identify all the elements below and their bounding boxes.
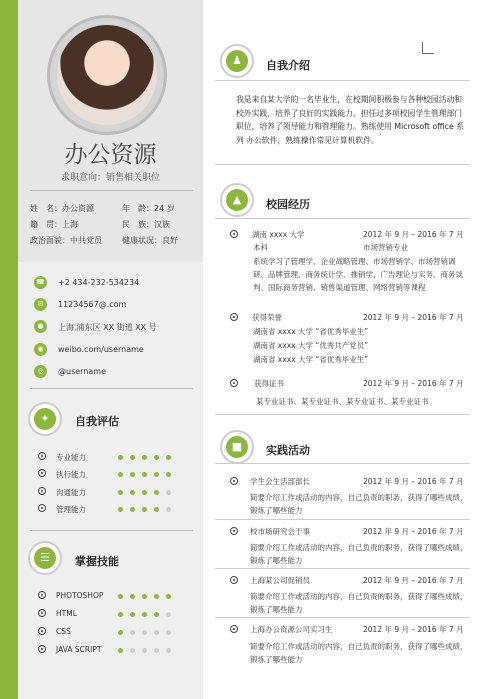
rating-dot (118, 594, 123, 599)
self-eval-item (38, 451, 188, 463)
rating-dot (130, 507, 135, 512)
honors-title: 获得荣誉 (252, 313, 282, 322)
rating-dot (154, 472, 159, 477)
practice-item-desc: 简要介绍工作或活动的内容，自己负责的职务，获得了哪些成绩，锻炼了哪些能力 (250, 543, 468, 565)
info-political: 政治面貌：中共党员 (30, 236, 102, 245)
info-name: 姓 名：办公资源 (30, 204, 94, 213)
rating-dot (166, 507, 171, 512)
radio-bullet (38, 645, 46, 653)
practice-item-desc: 简要介绍工作或活动的内容，自己负责的职务，获得了哪些成绩，锻炼了哪些能力 (250, 592, 468, 614)
rating-dots (118, 505, 178, 514)
contact-phone (34, 276, 194, 294)
profile-photo (47, 15, 167, 135)
location-icon: ● (34, 320, 47, 333)
rating-dot (166, 630, 171, 635)
info-age: 年 龄：24 岁 (122, 204, 175, 213)
rating-dot (118, 455, 123, 460)
honor-item: 湖南省 xxxx 大学 “优秀共产党员” (253, 341, 369, 350)
info-hometown: 籍 贯：上海 (30, 220, 78, 229)
skill-label: HTML (56, 609, 77, 618)
wechat-text: @username (58, 367, 106, 376)
rating-dot (142, 648, 147, 653)
rating-dot (166, 648, 171, 653)
divider (215, 519, 470, 520)
self-eval-item (38, 503, 188, 515)
self-eval-label: 执行能力 (56, 470, 86, 479)
rating-dot (154, 594, 159, 599)
rating-dot (154, 648, 159, 653)
info-health: 健康状况：良好 (122, 236, 178, 245)
radio-bullet (38, 487, 46, 495)
rating-dot (130, 630, 135, 635)
practice-item-date: 2012 年 9 月 – 2016 年 7 月 (363, 477, 464, 486)
contact-wechat (34, 365, 194, 383)
skill-item (38, 590, 188, 602)
weibo-icon: ◉ (34, 343, 47, 356)
rating-dot (142, 594, 147, 599)
rating-dot (130, 472, 135, 477)
radio-bullet (230, 379, 238, 387)
accent-bar (0, 0, 18, 699)
intro-text: 我是来自某大学的一名毕业生，在校期间积极参与各种校园活动和校外实践，培养了良好的实践能力。担任过多项校园学生管理部门职位，培养了领导能力和管理能力。熟练使用 Microsoft office 系列 办公软件，熟练操作常见计算机软件。 (236, 95, 465, 145)
rating-dots (118, 592, 178, 601)
radio-bullet (38, 627, 46, 635)
divider (215, 80, 470, 81)
person-icon: ♟ (226, 50, 248, 72)
intro-section-icon (220, 44, 254, 78)
radio-bullet (38, 452, 46, 460)
practice-entry (230, 526, 470, 566)
skill-label: JAVA SCRIPT (56, 645, 102, 654)
job-intent: 求职意向：销售相关职位 (60, 173, 160, 183)
certs-date: 2012 年 9 月 – 2016 年 7 月 (363, 379, 464, 388)
divider (30, 388, 193, 389)
rating-dots (118, 610, 178, 619)
radio-bullet (230, 313, 238, 321)
skill-label: CSS (56, 627, 71, 636)
practice-entry (230, 476, 470, 516)
practice-title: 实践活动 (266, 444, 310, 457)
corner-mark (422, 42, 434, 54)
rating-dot (130, 455, 135, 460)
rating-dot (154, 507, 159, 512)
rating-dot (118, 507, 123, 512)
phone-text: +2 434-232-534234 (58, 278, 140, 287)
honor-item: 湖南省 xxxx 大学 “省优秀毕业生” (253, 355, 369, 364)
divider (215, 617, 470, 618)
radio-bullet (38, 609, 46, 617)
self-eval-label: 沟通能力 (56, 488, 86, 497)
self-eval-title: 自我评估 (75, 415, 119, 428)
self-eval-item (38, 486, 188, 498)
email-text: 11234567@.com (58, 300, 127, 309)
rating-dot (118, 490, 123, 495)
divider (215, 414, 470, 415)
honors-entry (230, 312, 470, 368)
certs-title: 获得证书 (254, 379, 284, 388)
rating-dot (154, 630, 159, 635)
rating-dot (166, 472, 171, 477)
rating-dot (166, 594, 171, 599)
divider (215, 463, 470, 464)
briefcase-icon: ■ (226, 436, 248, 458)
skill-label: PHOTOSHOP (56, 591, 104, 600)
rating-dot (142, 612, 147, 617)
rating-dot (118, 472, 123, 477)
rating-dots (118, 646, 178, 655)
rating-dot (142, 507, 147, 512)
divider (215, 164, 470, 165)
radio-bullet (38, 591, 46, 599)
major: 市场营销专业 (363, 243, 408, 252)
divider (215, 218, 470, 219)
rating-dot (154, 490, 159, 495)
skill-item (38, 626, 188, 638)
school-date: 2012 年 9 月 – 2016 年 7 月 (363, 230, 464, 239)
rating-dot (154, 612, 159, 617)
radio-bullet (230, 527, 238, 535)
rating-dot (166, 490, 171, 495)
skills-section-icon (28, 541, 62, 575)
rating-dots (118, 628, 178, 637)
practice-item-date: 2012 年 9 月 – 2016 年 7 月 (363, 625, 464, 634)
skill-item (38, 644, 188, 656)
rating-dot (118, 648, 123, 653)
rating-dot (130, 490, 135, 495)
radio-bullet (38, 469, 46, 477)
radio-bullet (230, 477, 238, 485)
rating-dot (142, 630, 147, 635)
divider (215, 568, 470, 569)
practice-item-desc: 简要介绍工作或活动的内容，自己负责的职务，获得了哪些成绩，锻炼了哪些能力 (250, 493, 468, 515)
rating-dot (154, 455, 159, 460)
divider (30, 190, 193, 191)
rating-dot (142, 472, 147, 477)
practice-item-desc: 简要介绍工作或活动的内容，自己负责的职务，获得了哪些成绩，锻炼了哪些能力 (250, 642, 468, 664)
rating-dot (166, 455, 171, 460)
education-title: 校园经历 (266, 198, 310, 211)
rating-dot (166, 612, 171, 617)
practice-item-title: 学生会生活部部长 (250, 477, 310, 486)
rating-dots (118, 488, 178, 497)
contact-address (34, 320, 194, 338)
practice-item-title: 上海办公资源公司实习生 (250, 625, 333, 634)
self-eval-label: 管理能力 (56, 505, 86, 514)
practice-entry (230, 624, 470, 669)
list-icon: ☰ (34, 547, 56, 569)
address-text: 上海.浦东区 XX 街道 XX 号 (58, 323, 157, 332)
education-section-icon (220, 183, 254, 217)
contact-email (34, 298, 194, 316)
mail-icon: ✉ (34, 298, 47, 311)
weibo-text: weibo.com/username (58, 345, 144, 354)
rating-dot (130, 594, 135, 599)
radio-bullet (230, 625, 238, 633)
self-eval-item (38, 468, 188, 480)
certs-list: 某专业证书、某专业证书、某专业证书、某专业证书 (256, 397, 429, 406)
practice-item-title: 校市场研究会干事 (250, 527, 310, 536)
rating-dot (130, 612, 135, 617)
practice-section-icon (220, 430, 254, 464)
wechat-icon: ◎ (34, 365, 47, 378)
rating-dot (118, 630, 123, 635)
intro-title: 自我介绍 (266, 59, 310, 72)
rating-dot (142, 490, 147, 495)
self-eval-label: 专业能力 (56, 453, 86, 462)
self-eval-section-icon (28, 402, 62, 436)
info-ethnicity: 民 族：汉族 (122, 220, 170, 229)
lightbulb-icon: ✦ (34, 408, 56, 430)
skills-title: 掌握技能 (75, 555, 119, 568)
practice-entry (230, 575, 470, 615)
skill-item (38, 608, 188, 620)
rating-dot (118, 612, 123, 617)
courses-text: 系统学习了管理学、企业战略管理、市场营销学、市场营销调研、品牌管理、商务统计学、推销学、广告理论与实务、商务谈判、国际商务营销、销售渠道管理、网络营销等课程 (253, 257, 463, 292)
radio-bullet (230, 576, 238, 584)
avatar (57, 25, 157, 125)
practice-item-date: 2012 年 9 月 – 2016 年 7 月 (363, 576, 464, 585)
divider (30, 530, 193, 531)
rating-dots (118, 453, 178, 462)
phone-icon: ☎ (34, 276, 47, 289)
honors-date: 2012 年 9 月 – 2016 年 7 月 (363, 313, 464, 322)
school-name: 湖南 xxxx 大学 (252, 230, 305, 239)
radio-bullet (230, 230, 238, 238)
practice-item-title: 上海某公司促销员 (250, 576, 310, 585)
education-entry (230, 229, 470, 299)
candidate-name: 办公资源 (64, 142, 157, 168)
contact-weibo (34, 343, 194, 361)
degree: 本科 (253, 243, 268, 252)
practice-item-date: 2012 年 9 月 – 2016 年 7 月 (363, 527, 464, 536)
honor-item: 湖南省 xxxx 大学 “省优秀毕业生” (253, 327, 369, 336)
certs-entry (230, 378, 470, 408)
rating-dot (142, 455, 147, 460)
rating-dot (130, 648, 135, 653)
graduation-cap-icon: ▲ (226, 189, 248, 211)
radio-bullet (38, 504, 46, 512)
rating-dots (118, 470, 178, 479)
